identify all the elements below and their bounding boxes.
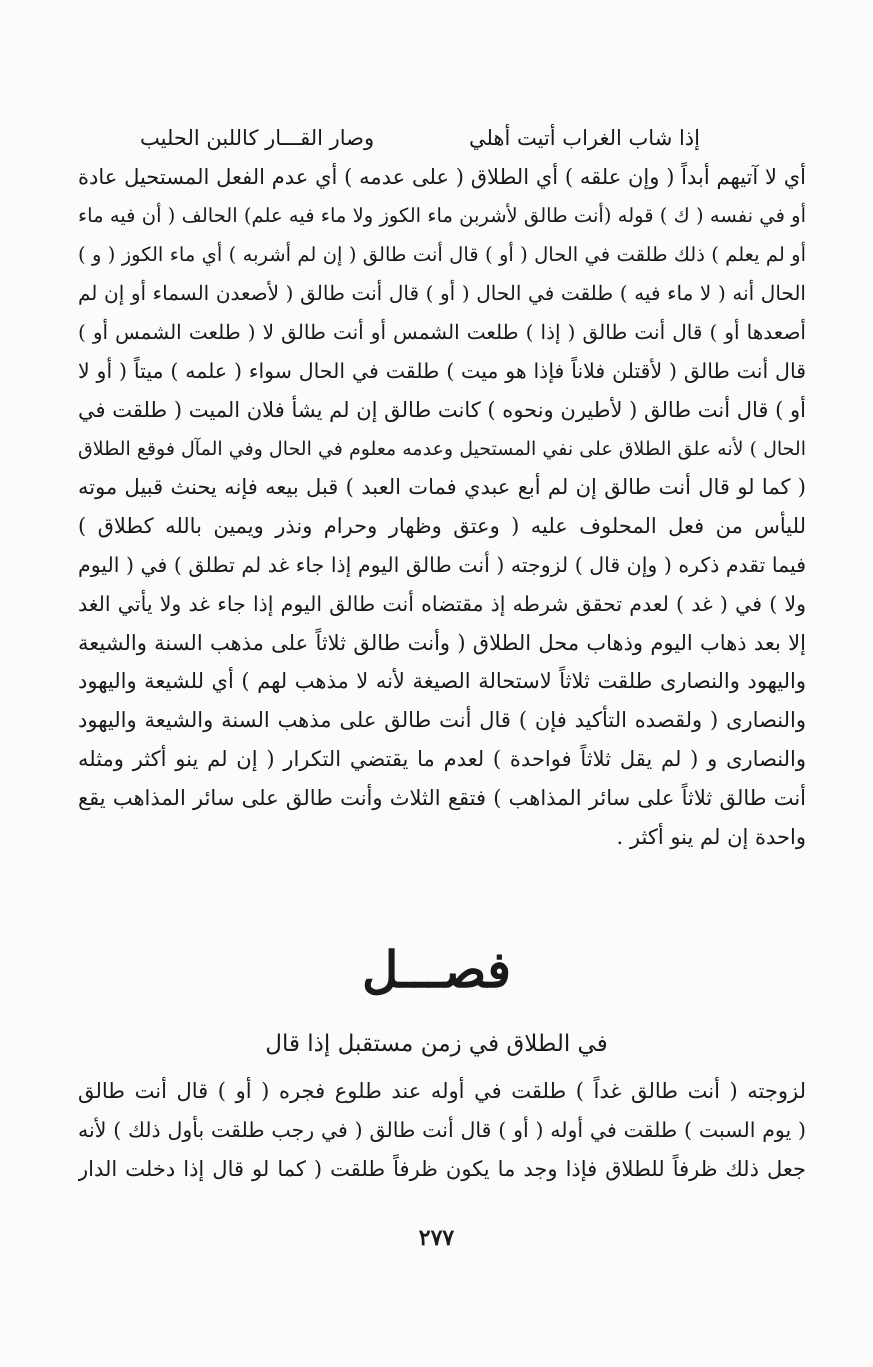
text-line: والنصارى و ( لم يقل ثلاثاً فواحدة ) لعدم ما يقتضي التكرار ( إن لم ينو أكثر ومثله (78, 746, 806, 771)
text-line: أو ) قال أنت طالق ( لأطيرن ونحوه ) كانت طالق إن لم يشأ فلان الميت ( طلقت في (78, 397, 806, 422)
text-line: الحال أنه ( لا ماء فيه ) طلقت في الحال ( أو ) قال أنت طالق ( لأصعدن السماء أو إن لم (78, 281, 806, 306)
text-line: أو لم يعلم ) ذلك طلقت في الحال ( أو ) قال أنت طالق ( إن لم أشربه ) أي ماء الكوز ( و ) (78, 242, 806, 266)
text-line: ( يوم السبت ) طلقت في أوله ( أو ) قال أنت طالق ( في رجب طلقت بأول ذلك ) لأنه (78, 1117, 806, 1142)
text-line: ولا ) في ( غد ) لعدم تحقق شرطه إذ مقتضاه أنت طالق اليوم إذا جاء غد ولا يأتي الغد (78, 591, 806, 616)
text-line: واليهود والنصارى طلقت ثلاثاً لاستحالة الصيغة لأنه لا مذهب لهم ) أي للشيعة واليهود (78, 669, 806, 694)
text-line: قال أنت طالق ( لأقتلن فلاناً فإذا هو ميت ) طلقت في الحال سواء ( علمه ) ميتاً ( أو لا (78, 358, 806, 383)
section-subtitle: في الطلاق في زمن مستقبل إذا قال (265, 1031, 608, 1057)
verse-left-hemistich: وصار القـــار كاللبن الحليب (140, 126, 375, 150)
poetry-verse (140, 118, 700, 158)
text-line: لليأس من فعل المحلوف عليه ( وعتق وظهار وحرام ونذر ويمين بالله كطلاق ) (78, 514, 806, 539)
text-line: أو في نفسه ( ك ) قوله (أنت طالق لأشربن ماء الكوز ولا ماء فيه علم) الحالف ( أن فيه ماء (78, 203, 806, 227)
text-line: جعل ذلك ظرفاً للطلاق فإذا وجد ما يكون ظرفاً طلقت ( كما لو قال إذا دخلت الدار (78, 1156, 806, 1181)
text-line: واحدة إن لم ينو أكثر . (616, 824, 806, 849)
text-line: والنصارى ( ولقصده التأكيد فإن ) قال أنت طالق على مذهب السنة والشيعة واليهود (78, 708, 806, 733)
verse-right-hemistich: إذا شاب الغراب أتيت أهلي (468, 126, 700, 150)
text-line: إلا بعد ذهاب اليوم وذهاب محل الطلاق ( وأنت طالق ثلاثاً على مذهب السنة والشيعة (78, 630, 806, 655)
text-line: أصعدها أو ) قال أنت طالق ( إذا ) طلعت الشمس أو أنت طالق لا ( طلعت الشمس أو ) (78, 320, 806, 345)
section-text-block (78, 1072, 806, 1188)
main-text-block (78, 158, 806, 856)
text-line: ( كما لو قال أنت طالق إن لم أبع عبدي فمات العبد ) قبل بيعه فإنه يحنث قبيل موته (78, 475, 806, 500)
page-number: ٢٧٧ (418, 1225, 455, 1251)
text-line: أي لا آتيهم أبداً ( وإن علقه ) أي الطلاق ( على عدمه ) أي عدم الفعل المستحيل عادة (78, 165, 806, 189)
section-heading: فصـــل (361, 940, 512, 999)
text-line: أنت طالق ثلاثاً على سائر المذاهب ) فتقع الثلاث وأنت طالق على سائر المذاهب يقع (78, 785, 806, 810)
text-line: فيما تقدم ذكره ( وإن قال ) لزوجته ( أنت طالق اليوم إذا جاء غد لم تطلق ) في ( اليوم (78, 552, 806, 577)
text-line: لزوجته ( أنت طالق غداً ) طلقت في أوله عند طلوع فجره ( أو ) قال أنت طالق (78, 1079, 806, 1103)
text-line: الحال ) لأنه علق الطلاق على نفي المستحيل وعدمه معلوم في الحال وفي المآل فوقع الطلاق (78, 437, 806, 460)
